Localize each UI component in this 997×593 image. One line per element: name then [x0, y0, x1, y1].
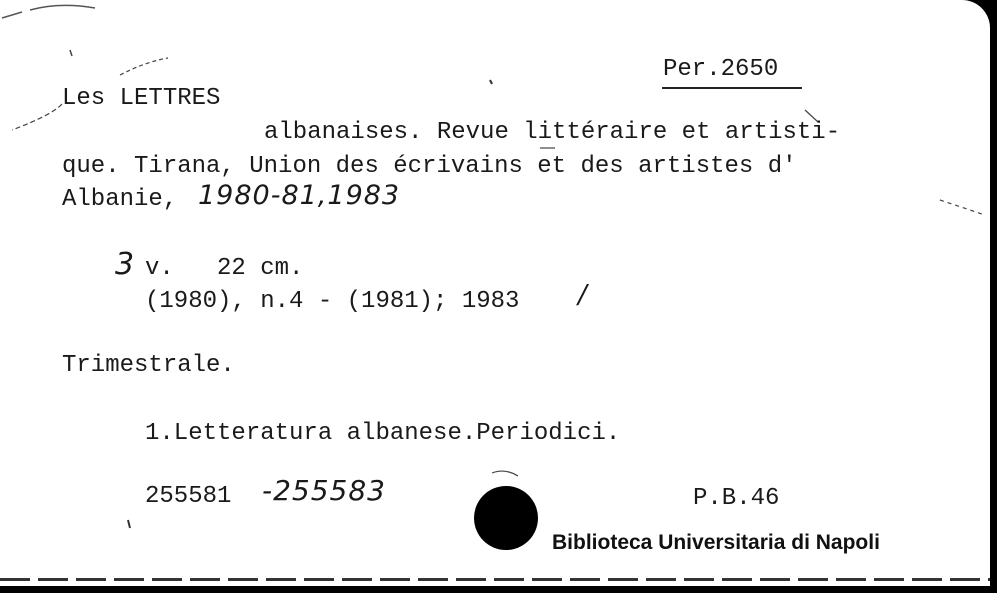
handwritten-mark: /	[578, 280, 588, 310]
punch-hole	[474, 486, 538, 550]
publication-line: que. Tirana, Union des écrivains et des artistes d'	[62, 153, 797, 180]
card-bottom-edge	[0, 578, 990, 581]
handwritten-volume-count: 3	[115, 247, 136, 282]
handwritten-years: 1980-81,1983	[198, 180, 401, 211]
frequency-note: Trimestrale.	[62, 352, 235, 379]
shelfmark: Per.2650	[663, 56, 779, 83]
publication-place: Albanie,	[62, 186, 178, 213]
inventory-number: 255581	[145, 483, 232, 510]
subject-heading: 1.Letteratura albanese.Periodici.	[145, 420, 621, 447]
shelfmark-underline	[662, 87, 802, 89]
title-continuation: albanaises. Revue littéraire et artisti-	[264, 119, 841, 146]
collation: v. 22 cm.	[145, 255, 304, 282]
holdings: (1980), n.4 - (1981); 1983	[145, 288, 520, 315]
handwritten-inventory-range: -255583	[262, 474, 386, 507]
card-top-edge	[0, 0, 990, 6]
library-stamp: Biblioteca Universitaria di Napoli	[552, 531, 880, 554]
title-main: Les LETTRES	[62, 85, 221, 112]
pb-number: P.B.46	[693, 485, 780, 512]
